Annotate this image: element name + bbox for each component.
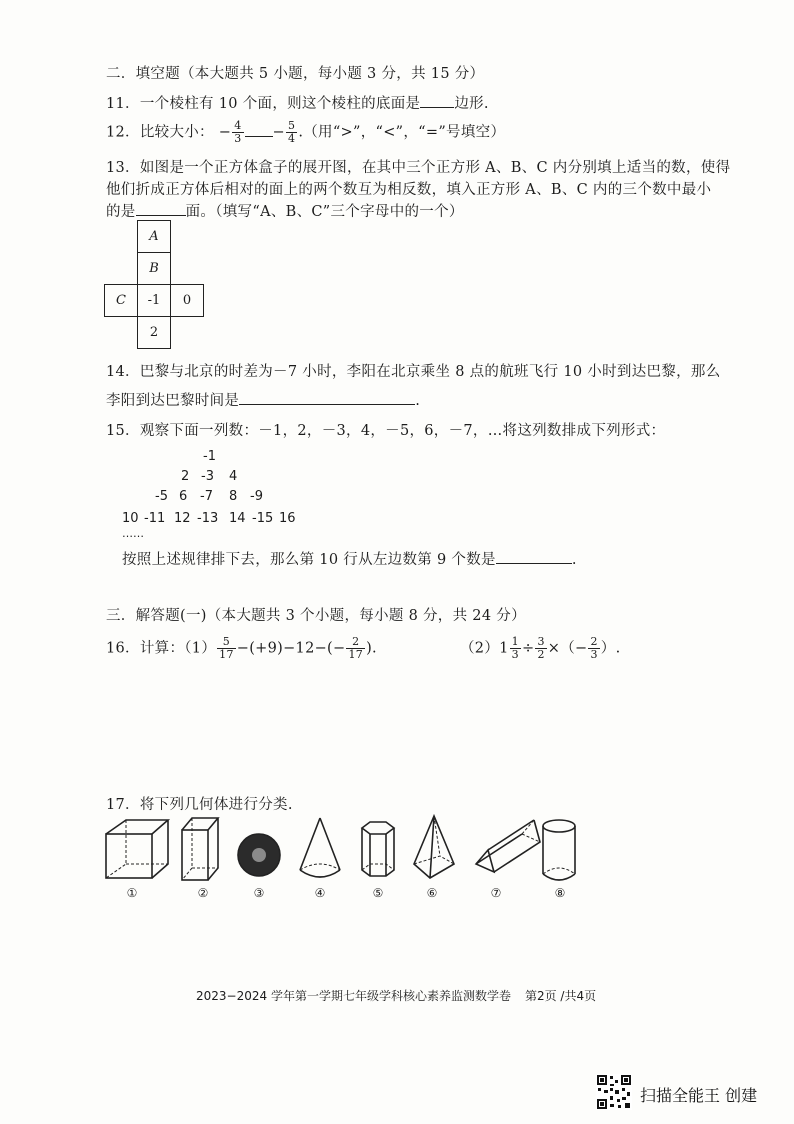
q16-2-fa-numerator: 1 bbox=[511, 635, 519, 648]
q16-1-fa-denominator: 17 bbox=[219, 648, 234, 661]
q16-2-fc-denominator: 3 bbox=[590, 648, 598, 661]
solid-label-7: ⑦ bbox=[490, 886, 502, 900]
footer-title: 2023−2024 学年第一学期七年级学科核心素养监测数学卷 bbox=[196, 989, 511, 1003]
q12-answer-blank[interactable] bbox=[245, 124, 273, 137]
tri-row2-item: 4 bbox=[229, 469, 238, 484]
tri-row3-item: -9 bbox=[250, 489, 263, 504]
q13-line-1: 13．如图是一个正方体盒子的展开图，在其中三个正方形 A、B、C 内分别填上适当的数，使得 bbox=[106, 160, 731, 176]
q14-line-2 bbox=[106, 389, 420, 410]
tri-row1-item: -1 bbox=[203, 449, 216, 464]
net-square-bottom: 2 bbox=[137, 316, 171, 349]
q12-frac2-denominator: 4 bbox=[288, 132, 296, 145]
q11-text-a: 一个棱柱有 10 个面，则这个棱柱的底面是 bbox=[139, 96, 421, 112]
q13-answer-blank[interactable] bbox=[136, 203, 186, 216]
tri-row2-item: -3 bbox=[201, 469, 214, 484]
tri-row3-item: 8 bbox=[229, 489, 238, 504]
question-12 bbox=[106, 120, 505, 145]
solid-label-1: ① bbox=[126, 886, 138, 900]
q16-2-fa-denominator: 3 bbox=[511, 648, 519, 661]
solid-label-5: ⑤ bbox=[372, 886, 384, 900]
question-16 bbox=[106, 636, 377, 661]
q12-fraction-1 bbox=[232, 120, 243, 145]
pyramid-solid bbox=[414, 816, 454, 878]
cube-solid bbox=[106, 820, 168, 878]
sphere-solid bbox=[238, 834, 280, 876]
q14-text-b: . bbox=[415, 393, 421, 409]
q12-text-a: 比较大小： bbox=[139, 124, 214, 141]
q16-2-fb-numerator: 3 bbox=[537, 635, 545, 648]
tri-row2-item: 2 bbox=[181, 469, 190, 484]
section3-heading: 三．解答题(一)（本大题共 3 个小题，每小题 8 分，共 24 分） bbox=[106, 608, 526, 624]
tri-row4-item: 14 bbox=[229, 511, 246, 526]
q12-text-b: .（用“>”，“<”，“=”号填空） bbox=[298, 124, 506, 141]
q16-2-fc-numerator: 2 bbox=[590, 635, 598, 648]
q12-number: 12． bbox=[106, 124, 140, 141]
tri-row4-item: 10 bbox=[122, 511, 139, 526]
q16-1-fa-numerator: 5 bbox=[217, 636, 236, 649]
q16-2-op2: ×（− bbox=[547, 640, 588, 657]
q16-1-fraction-b bbox=[346, 636, 365, 661]
solid-label-4: ④ bbox=[314, 886, 326, 900]
q12-frac1-sign: − bbox=[218, 124, 232, 141]
tri-row3-item: -7 bbox=[200, 489, 213, 504]
q14-answer-blank[interactable] bbox=[239, 392, 415, 405]
q15-question bbox=[122, 548, 577, 569]
q12-frac2-sign: − bbox=[272, 124, 285, 141]
q17-text: 17．将下列几何体进行分类. bbox=[106, 797, 293, 813]
q12-frac2-numerator: 5 bbox=[288, 119, 296, 132]
tri-row3-item: 6 bbox=[179, 489, 188, 504]
q15-text-b: . bbox=[571, 552, 577, 568]
solid-label-6: ⑥ bbox=[426, 886, 438, 900]
question-16-part-2 bbox=[460, 636, 620, 661]
tri-row4-item: 16 bbox=[279, 511, 296, 526]
q14-text-a: 李阳到达巴黎时间是 bbox=[106, 393, 240, 409]
net-square-b: B bbox=[137, 252, 171, 285]
q13-line-2: 他们折成正方体后相对的面上的两个数互为相反数，填入正方形 A、B、C 内的三个数中最小 bbox=[106, 182, 712, 198]
q16-2-whole: 1 bbox=[499, 640, 509, 657]
q16-1-middle: −(+9)−12−(− bbox=[236, 640, 346, 657]
q15-answer-blank[interactable] bbox=[496, 551, 572, 564]
scanner-watermark: 扫描全能王 创建 bbox=[640, 1086, 758, 1105]
q16-2-end: ）. bbox=[600, 640, 621, 657]
cuboid-solid bbox=[182, 818, 218, 880]
section2-heading: 二．填空题（本大题共 5 小题，每小题 3 分，共 15 分） bbox=[106, 66, 485, 82]
tri-row4-item: -11 bbox=[144, 511, 166, 526]
q12-fraction-2 bbox=[286, 120, 297, 145]
q12-frac1-denominator: 3 bbox=[234, 132, 242, 145]
q16-1-fb-numerator: 2 bbox=[346, 636, 365, 649]
q16-1-end: ). bbox=[366, 640, 377, 657]
net-square-a: A bbox=[137, 220, 171, 253]
q16-2-fraction-c bbox=[588, 636, 599, 661]
footer-page-number: 第2页 /共4页 bbox=[524, 989, 597, 1003]
q13-line-3 bbox=[106, 200, 464, 221]
q13-text-a: 的是 bbox=[106, 204, 136, 220]
tri-row4-item: -15 bbox=[252, 511, 274, 526]
net-square-center: -1 bbox=[137, 284, 171, 317]
q16-2-label: （2） bbox=[460, 640, 500, 657]
net-square-right: 0 bbox=[170, 284, 204, 317]
tri-row4-item: 12 bbox=[174, 511, 191, 526]
q15-text-a: 按照上述规律排下去，那么第 10 行从左边数第 9 个数是 bbox=[122, 552, 496, 568]
hexagonal-prism-solid bbox=[362, 822, 394, 876]
page-footer bbox=[196, 987, 596, 1004]
solid-label-3: ③ bbox=[253, 886, 265, 900]
tri-row4-item: -13 bbox=[197, 511, 219, 526]
q12-frac1-numerator: 4 bbox=[234, 119, 242, 132]
q16-2-fb-denominator: 2 bbox=[537, 648, 545, 661]
q16-1-fb-denominator: 17 bbox=[348, 648, 364, 661]
cylinder-solid bbox=[543, 820, 575, 880]
q16-1-fraction-a bbox=[217, 636, 236, 661]
q13-text-b: 面。（填写“A、B、C”三个字母中的一个） bbox=[185, 204, 464, 220]
qr-code-icon bbox=[596, 1074, 632, 1110]
q15-line-1: 15．观察下面一列数：－1，2，－3，4，－5，6，－7，…将这列数排成下列形式： bbox=[106, 423, 666, 439]
q16-2-fraction-b bbox=[535, 636, 546, 661]
solid-label-8: ⑧ bbox=[554, 886, 566, 900]
triangular-prism-solid bbox=[476, 820, 540, 872]
q11-answer-blank[interactable] bbox=[420, 95, 454, 108]
tri-ellipsis: …… bbox=[122, 527, 144, 540]
solid-label-2: ② bbox=[197, 886, 209, 900]
tri-row3-item: -5 bbox=[155, 489, 168, 504]
q14-line-1: 14．巴黎与北京的时差为－7 小时，李阳在北京乘坐 8 点的航班飞行 10 小时到达巴黎，那么 bbox=[106, 364, 721, 380]
cone-solid bbox=[300, 818, 340, 877]
q16-2-op1: ÷ bbox=[521, 640, 535, 657]
net-square-c: C bbox=[104, 284, 138, 317]
q11-text-b: 边形. bbox=[454, 96, 489, 112]
q16-2-fraction-a bbox=[510, 636, 521, 661]
question-11 bbox=[106, 92, 489, 113]
solids-figure bbox=[96, 812, 596, 892]
q16-label: 16．计算：（1） bbox=[106, 640, 217, 657]
q11-number: 11． bbox=[106, 96, 140, 112]
